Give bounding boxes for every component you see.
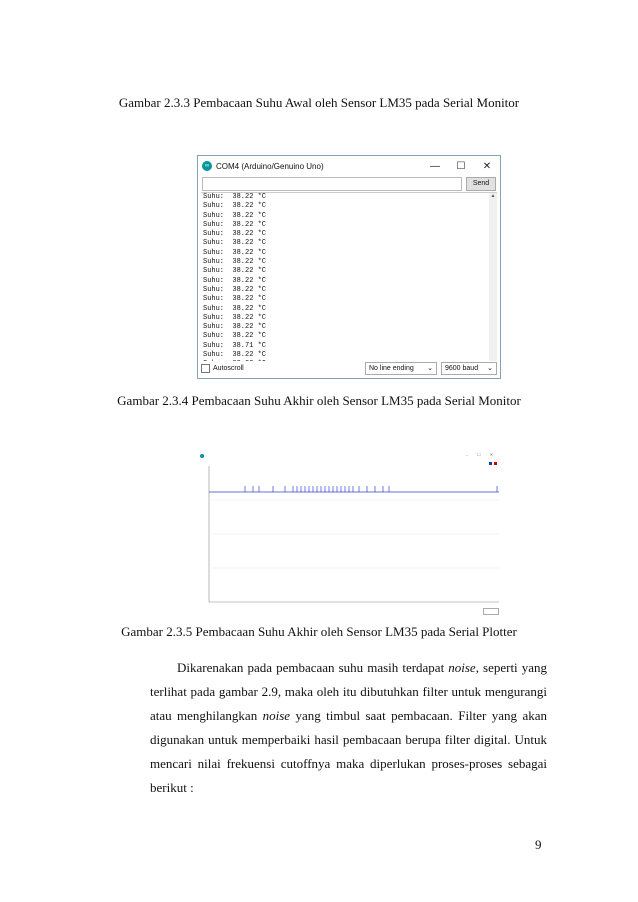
serial-monitor-window — [197, 155, 501, 379]
para-text-2: , seperti yang terlihat pada gambar 2.9, maka oleh itu dibutuhkan filter untuk mengurangi atau menghilangkan — [150, 660, 547, 723]
window-controls[interactable]: – ☐ ✕ — [465, 452, 497, 457]
serial-line: Suhu: 38.22 *C — [203, 267, 267, 276]
serial-line: Suhu: 38.22 *C — [203, 258, 267, 267]
serial-line: Suhu: 38.22 *C — [203, 304, 267, 313]
noise-term: noise — [262, 708, 291, 723]
chevron-down-icon: ⌄ — [487, 364, 493, 372]
serial-line: Suhu: 38.22 *C — [203, 202, 267, 211]
serial-line: Suhu: 38.22 *C — [203, 313, 267, 322]
figure-caption-1: Gambar 2.3.3 Pembacaan Suhu Awal oleh Sensor LM35 pada Serial Monitor — [118, 95, 520, 110]
serial-line: Suhu: 38.71 *C — [203, 341, 267, 350]
serial-line: Suhu: 38.22 *C — [203, 323, 267, 332]
serial-line: Suhu: 38.22 *C — [203, 211, 267, 220]
para-text-3: yang timbul saat pembacaan. Filter yang akan digunakan untuk memperbaiki hasil pembacaan berupa filter digital. Untuk mencari nilai frekuensi cutoffnya maka diperlukan proses-proses sebagai berikut : — [150, 708, 547, 795]
close-icon[interactable]: ✕ — [482, 160, 492, 172]
minimize-icon[interactable]: — — [430, 160, 440, 172]
arduino-logo-icon: ∞ — [202, 161, 212, 171]
line-ending-value: No line ending — [369, 364, 414, 372]
serial-input[interactable] — [202, 177, 462, 191]
autoscroll-checkbox[interactable] — [201, 364, 210, 373]
serial-line: Suhu: 38.22 *C — [203, 351, 267, 360]
serial-output — [201, 192, 497, 361]
maximize-icon[interactable]: ☐ — [456, 160, 466, 172]
series-line — [209, 486, 499, 492]
serial-line: Suhu: 38.22 *C — [203, 285, 267, 294]
page-number: 9 — [535, 837, 542, 852]
baud-select[interactable] — [441, 362, 497, 375]
window-titlebar — [198, 156, 500, 176]
line-ending-select[interactable] — [365, 362, 437, 375]
serial-line: Suhu: 38.22 *C — [203, 239, 267, 248]
send-row — [198, 176, 500, 192]
serial-line: Suhu: 38.22 *C — [203, 220, 267, 229]
baud-select[interactable] — [483, 608, 499, 615]
serial-line: Suhu: 38.22 *C — [203, 230, 267, 239]
chevron-down-icon: ⌄ — [427, 364, 433, 372]
serial-line: Suhu: 38.22 *C — [203, 193, 267, 201]
window-title: COM4 (Arduino/Genuino Uno) — [216, 161, 324, 171]
body-paragraph — [150, 656, 547, 800]
serial-line: Suhu: 38.22 *C — [203, 295, 267, 304]
baud-value: 9600 baud — [445, 364, 479, 372]
serial-line: Suhu: 38.22 *C — [203, 248, 267, 257]
para-text-1: Dikarenakan pada pembacaan suhu masih terdapat — [177, 660, 449, 675]
noise-term: noise — [448, 660, 476, 675]
serial-plotter-window — [197, 452, 503, 617]
serial-line: Suhu: 38.22 *C — [203, 332, 267, 341]
figure-caption-3: Gambar 2.3.5 Pembacaan Suhu Akhir oleh Sensor LM35 pada Serial Plotter — [121, 624, 517, 639]
scrollbar[interactable] — [489, 193, 497, 361]
plot-area — [197, 452, 503, 617]
figure-caption-2: Gambar 2.3.4 Pembacaan Suhu Akhir oleh Sensor LM35 pada Serial Monitor — [117, 393, 521, 408]
scroll-up-icon[interactable]: ▲ — [490, 193, 496, 199]
serial-line: Suhu: 38.22 *C — [203, 276, 267, 285]
send-button[interactable]: Send — [466, 177, 496, 191]
autoscroll-label: Autoscroll — [213, 364, 244, 372]
bottom-bar — [201, 360, 497, 376]
